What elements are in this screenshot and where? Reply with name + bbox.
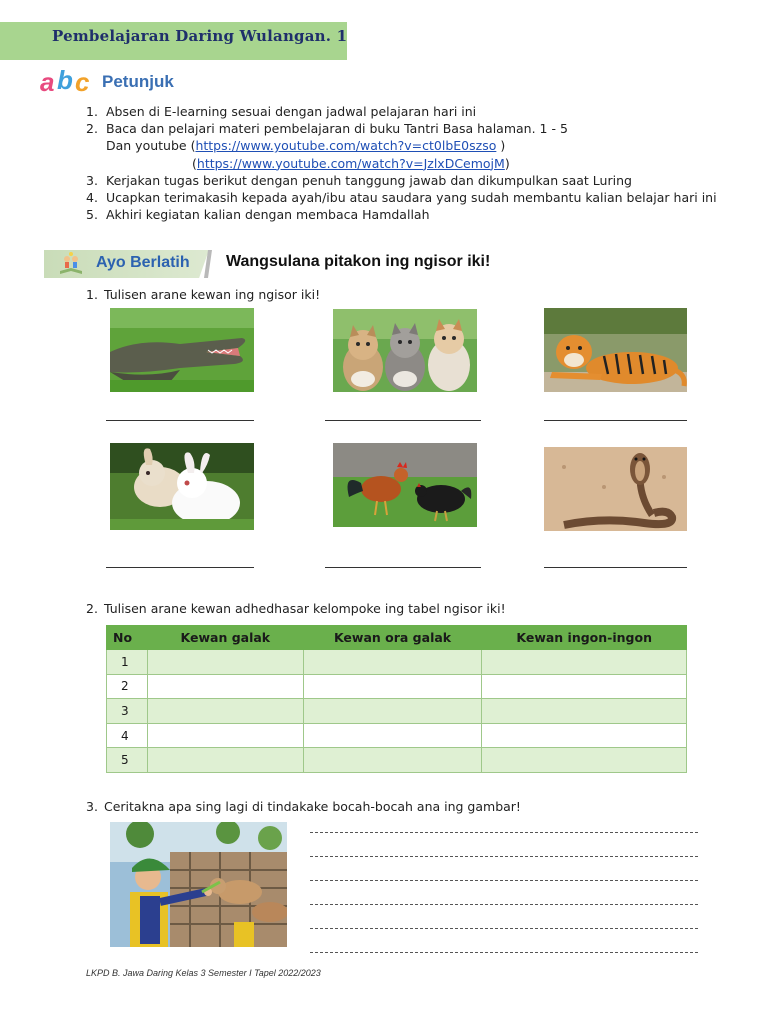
answer-line[interactable] — [310, 856, 698, 857]
table-cell[interactable] — [482, 650, 687, 675]
book-children-icon — [58, 251, 84, 277]
answer-line[interactable] — [310, 880, 698, 881]
tiger-image — [544, 308, 687, 392]
column-header-kewan-ingon-ingon: Kewan ingon-ingon — [482, 626, 687, 650]
table-cell[interactable] — [303, 650, 482, 675]
table-row — [107, 748, 687, 773]
answer-line[interactable] — [544, 420, 687, 421]
youtube-link-1[interactable]: https://www.youtube.com/watch?v=ct0lbE0szso — [195, 138, 497, 154]
question-1: 1. Tulisen arane kewan ing ngisor iki! — [86, 287, 321, 302]
table-cell[interactable] — [303, 748, 482, 773]
table-row — [107, 674, 687, 699]
chickens-image — [333, 443, 477, 527]
table-cell[interactable] — [147, 699, 303, 724]
answer-line[interactable] — [106, 420, 254, 421]
answer-line[interactable] — [544, 567, 687, 568]
rabbits-image — [110, 443, 254, 530]
answer-line[interactable] — [310, 928, 698, 929]
table-cell[interactable] — [482, 699, 687, 724]
child-feeding-goats-image — [110, 822, 287, 947]
row-number: 4 — [107, 723, 148, 748]
column-header-kewan-galak: Kewan galak — [147, 626, 303, 650]
practice-title: Wangsulana pitakon ing ngisor iki! — [226, 253, 491, 270]
table-cell[interactable] — [147, 650, 303, 675]
footer-text: LKPD B. Jawa Daring Kelas 3 Semester I Tapel 2022/2023 — [86, 968, 321, 978]
page-title: Pembelajaran Daring Wulangan. 1 — [52, 27, 348, 45]
table-row — [107, 699, 687, 724]
abc-logo-icon: a b c — [40, 65, 90, 97]
table-cell[interactable] — [147, 674, 303, 699]
answer-line[interactable] — [310, 904, 698, 905]
column-header-kewan-ora-galak: Kewan ora galak — [303, 626, 482, 650]
table-row — [107, 723, 687, 748]
animal-group-table — [106, 625, 687, 773]
petunjuk-heading: Petunjuk — [102, 72, 174, 91]
table-cell[interactable] — [303, 674, 482, 699]
table-cell[interactable] — [482, 748, 687, 773]
table-header-row — [107, 626, 687, 650]
answer-line[interactable] — [325, 567, 481, 568]
column-header-no: No — [107, 626, 148, 650]
answer-line[interactable] — [310, 832, 698, 833]
table-cell[interactable] — [482, 723, 687, 748]
table-cell[interactable] — [482, 674, 687, 699]
table-cell[interactable] — [303, 723, 482, 748]
answer-line[interactable] — [325, 420, 481, 421]
table-cell[interactable] — [147, 748, 303, 773]
question-3: 3. Ceritakna apa sing lagi di tindakake bocah-bocah ana ing gambar! — [86, 799, 521, 814]
table-row — [107, 650, 687, 675]
table-cell[interactable] — [303, 699, 482, 724]
answer-line[interactable] — [310, 952, 698, 953]
table-cell[interactable] — [147, 723, 303, 748]
row-number: 2 — [107, 674, 148, 699]
cobra-image — [544, 447, 687, 531]
ayo-berlatih-banner — [44, 250, 214, 278]
answer-line[interactable] — [106, 567, 254, 568]
crocodile-image — [110, 308, 254, 392]
row-number: 3 — [107, 699, 148, 724]
row-number: 5 — [107, 748, 148, 773]
kittens-image — [333, 309, 477, 392]
ayo-berlatih-label: Ayo Berlatih — [96, 254, 190, 271]
question-2: 2. Tulisen arane kewan adhedhasar kelompoke ing tabel ngisor iki! — [86, 601, 506, 616]
youtube-link-2[interactable]: https://www.youtube.com/watch?v=JzlxDCemojM — [196, 155, 505, 171]
row-number: 1 — [107, 650, 148, 675]
